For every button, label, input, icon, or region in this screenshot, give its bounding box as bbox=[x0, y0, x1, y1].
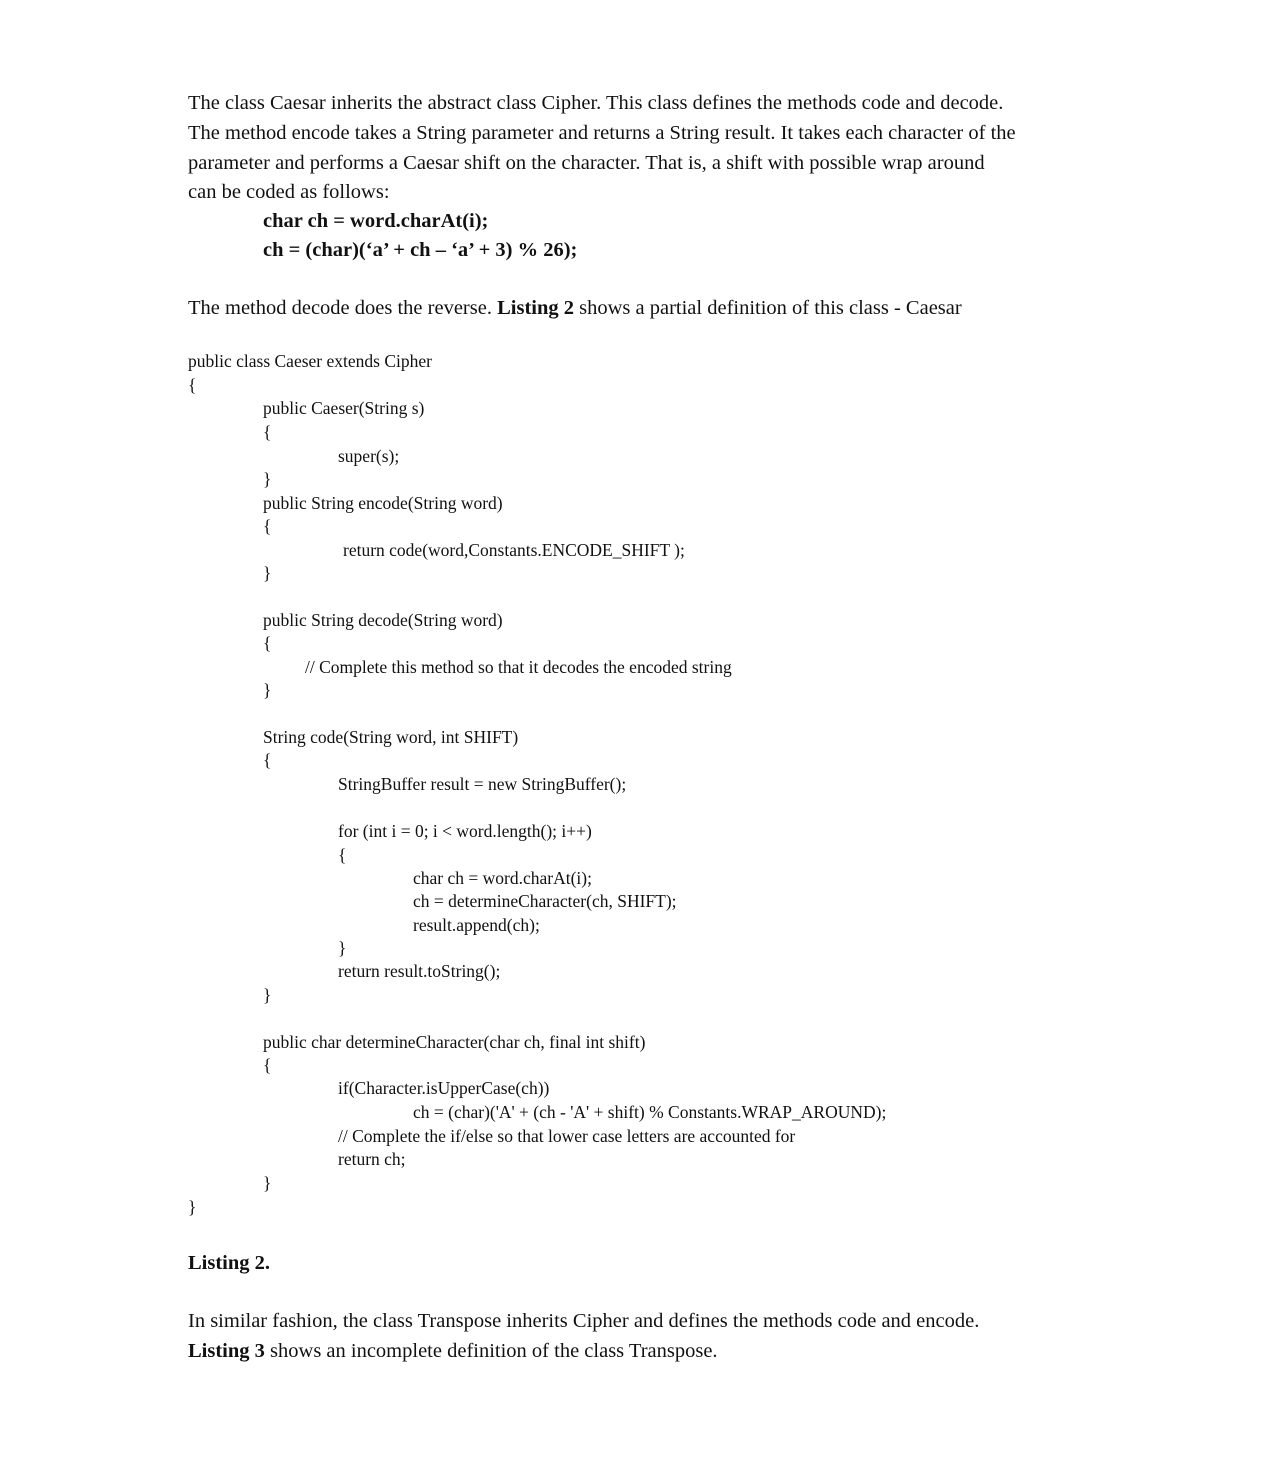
code-line: char ch = word.charAt(i); bbox=[413, 868, 592, 888]
code-line: public Caeser(String s) bbox=[263, 398, 425, 418]
code-line: return result.toString(); bbox=[338, 961, 501, 981]
code-line: String code(String word, int SHIFT) bbox=[263, 727, 519, 747]
intro-line: The class Caesar inherits the abstract class Cipher. This class defines the methods code and decode. bbox=[188, 92, 1004, 114]
code-line: return code(word,Constants.ENCODE_SHIFT ); bbox=[343, 540, 685, 560]
code-line: { bbox=[338, 845, 347, 865]
listing-ref: Listing 3 bbox=[188, 1340, 265, 1362]
code-line: if(Character.isUpperCase(ch)) bbox=[338, 1078, 550, 1098]
code-line: { bbox=[263, 633, 272, 653]
code-line: } bbox=[263, 469, 272, 489]
code-line: StringBuffer result = new StringBuffer(); bbox=[338, 774, 627, 794]
code-line: { bbox=[263, 1055, 272, 1075]
listing-ref: Listing 2 bbox=[497, 297, 574, 319]
intro-line: The method encode takes a String parameter and returns a String result. It takes each character of the bbox=[188, 122, 1016, 144]
intro-line: can be coded as follows: bbox=[188, 181, 390, 203]
code-line: } bbox=[263, 985, 272, 1005]
code-line: for (int i = 0; i < word.length(); i++) bbox=[338, 821, 592, 841]
code-line: super(s); bbox=[338, 446, 400, 466]
snippet-line: ch = (char)(‘a’ + ch – ‘a’ + 3) % 26); bbox=[263, 239, 578, 261]
code-line: } bbox=[188, 1197, 197, 1217]
code-line: } bbox=[263, 680, 272, 700]
code-line: { bbox=[263, 516, 272, 536]
code-line: result.append(ch); bbox=[413, 915, 540, 935]
code-line: public char determineCharacter(char ch, final int shift) bbox=[263, 1032, 646, 1052]
text: The method decode does the reverse. bbox=[188, 297, 498, 319]
closing-line: In similar fashion, the class Transpose inherits Cipher and defines the methods code and encode. bbox=[188, 1310, 980, 1332]
code-comment: // Complete this method so that it decodes the encoded string bbox=[305, 657, 732, 677]
code-line: { bbox=[263, 750, 272, 770]
text: shows an incomplete definition of the class Transpose. bbox=[264, 1340, 718, 1362]
code-line: { bbox=[188, 375, 197, 395]
intro-line: parameter and performs a Caesar shift on the character. That is, a shift with possible wrap around bbox=[188, 152, 985, 174]
text: shows a partial definition of this class - Caesar bbox=[574, 297, 962, 319]
code-line: } bbox=[263, 1173, 272, 1193]
decode-paragraph bbox=[188, 297, 962, 320]
listing-caption: Listing 2. bbox=[188, 1252, 271, 1274]
snippet-line: char ch = word.charAt(i); bbox=[263, 210, 489, 232]
code-line: { bbox=[263, 422, 272, 442]
code-line: public String decode(String word) bbox=[263, 610, 503, 630]
closing-line bbox=[188, 1340, 718, 1363]
code-line: } bbox=[263, 563, 272, 583]
code-comment: // Complete the if/else so that lower case letters are accounted for bbox=[338, 1126, 796, 1146]
code-line: ch = determineCharacter(ch, SHIFT); bbox=[413, 891, 677, 911]
code-line: return ch; bbox=[338, 1149, 406, 1169]
code-line: } bbox=[338, 938, 347, 958]
code-line: public String encode(String word) bbox=[263, 493, 503, 513]
code-line: public class Caeser extends Cipher bbox=[188, 351, 432, 371]
code-line: ch = (char)('A' + (ch - 'A' + shift) % Constants.WRAP_AROUND); bbox=[413, 1102, 887, 1122]
